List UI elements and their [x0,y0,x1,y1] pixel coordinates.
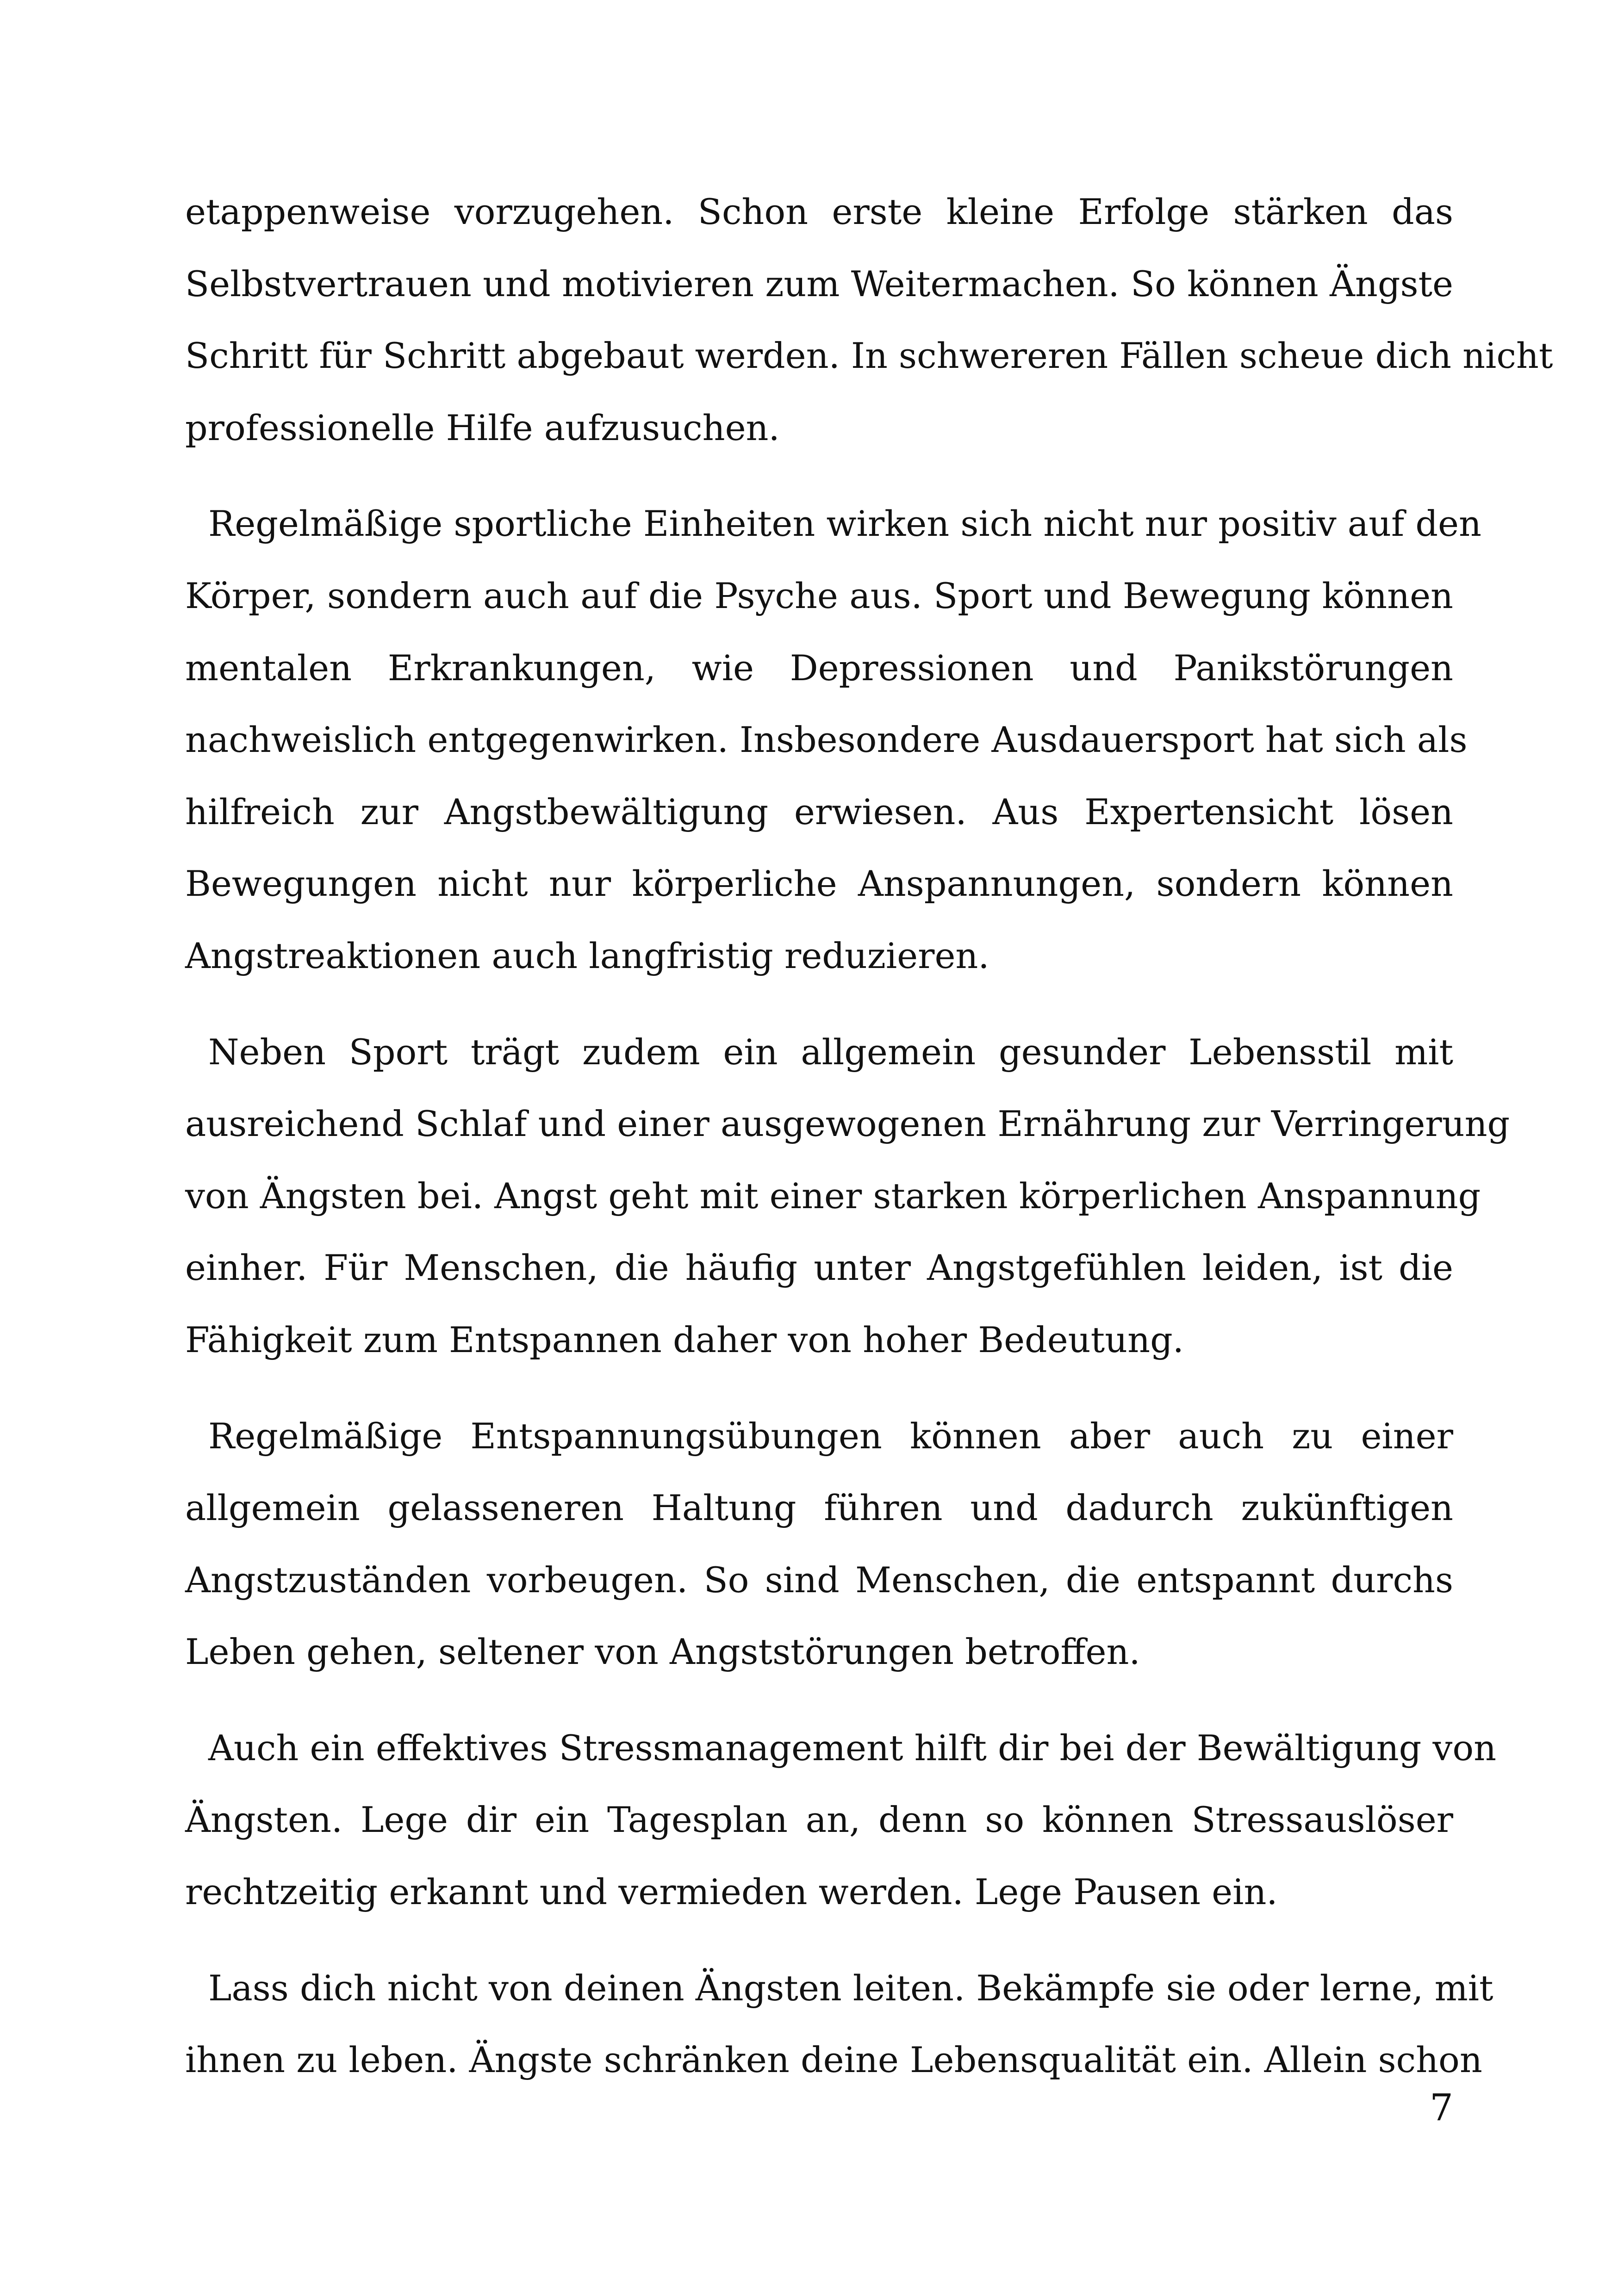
paragraph-gap [185,464,1453,488]
page-number: 7 [1430,2086,1453,2129]
text-line: einher. Für Menschen, die häufig unter Angstgefühlen leiden, ist die [185,1247,1453,1289]
paragraph [185,488,1481,992]
text-line: Ängsten. Lege dir ein Tagesplan an, denn so können Stressauslöser [185,1799,1453,1841]
text-line: Körper, sondern auch auf die Psyche aus. Sport und Bewegung können [185,575,1453,616]
text-line: hilfreich zur Angstbewältigung erwiesen. Aus Expertensicht lösen [185,791,1453,832]
paragraph-gap [185,992,1453,1016]
text-line: Leben gehen, seltener von Angststörungen betroffen. [185,1631,1140,1673]
text-line: Lass dich nicht von deinen Ängsten leiten. Bekämpfe sie oder lerne, mit [208,1967,1494,2009]
paragraph-gap [185,1928,1453,1952]
text-line: professionelle Hilfe aufzusuchen. [185,407,780,448]
text-line: allgemein gelasseneren Haltung führen und dadurch zukünftigen [185,1487,1453,1529]
text-line: ausreichend Schlaf und einer ausgewogenen Ernährung zur Verringerung [185,1103,1510,1145]
text-line: Auch ein effektives Stressmanagement hilft dir bei der Bewältigung von [208,1727,1497,1769]
text-line: etappenweise vorzugehen. Schon erste kleine Erfolge stärken das [185,191,1453,232]
text-line: Angstreaktionen auch langfristig reduzieren. [185,935,989,976]
text-line: Fähigkeit zum Entspannen daher von hoher Bedeutung. [185,1319,1184,1360]
text-line: rechtzeitig erkannt und vermieden werden. Lege Pausen ein. [185,1871,1278,1913]
paragraph-gap [185,1376,1453,1400]
text-line: Neben Sport trägt zudem ein allgemein gesunder Lebensstil mit [208,1031,1453,1073]
paragraph [185,176,1553,464]
text-line: Angstzuständen vorbeugen. So sind Menschen, die entspannt durchs [185,1559,1453,1601]
page-body [185,176,1553,2096]
text-line: nachweislich entgegenwirken. Insbesondere Ausdauersport hat sich als [185,719,1468,761]
text-line: Regelmäßige sportliche Einheiten wirken sich nicht nur positiv auf den [208,503,1481,545]
paragraph [185,1016,1510,1376]
text-line: ihnen zu leben. Ängste schränken deine Lebensqualität ein. Allein schon [185,2039,1482,2081]
text-line: Regelmäßige Entspannungsübungen können aber auch zu einer [208,1415,1453,1457]
text-line: Selbstvertrauen und motivieren zum Weitermachen. So können Ängste [185,263,1453,304]
text-line: von Ängsten bei. Angst geht mit einer starken körperlichen Anspannung [185,1175,1481,1216]
text-line: Schritt für Schritt abgebaut werden. In schwereren Fällen scheue dich nicht [185,335,1553,377]
paragraph [185,1400,1453,1688]
paragraph [185,1952,1494,2096]
paragraph [185,1712,1497,1928]
text-line: Bewegungen nicht nur körperliche Anspannungen, sondern können [185,863,1453,905]
text-line: mentalen Erkrankungen, wie Depressionen und Panikstörungen [185,647,1453,689]
paragraph-gap [185,1688,1453,1712]
